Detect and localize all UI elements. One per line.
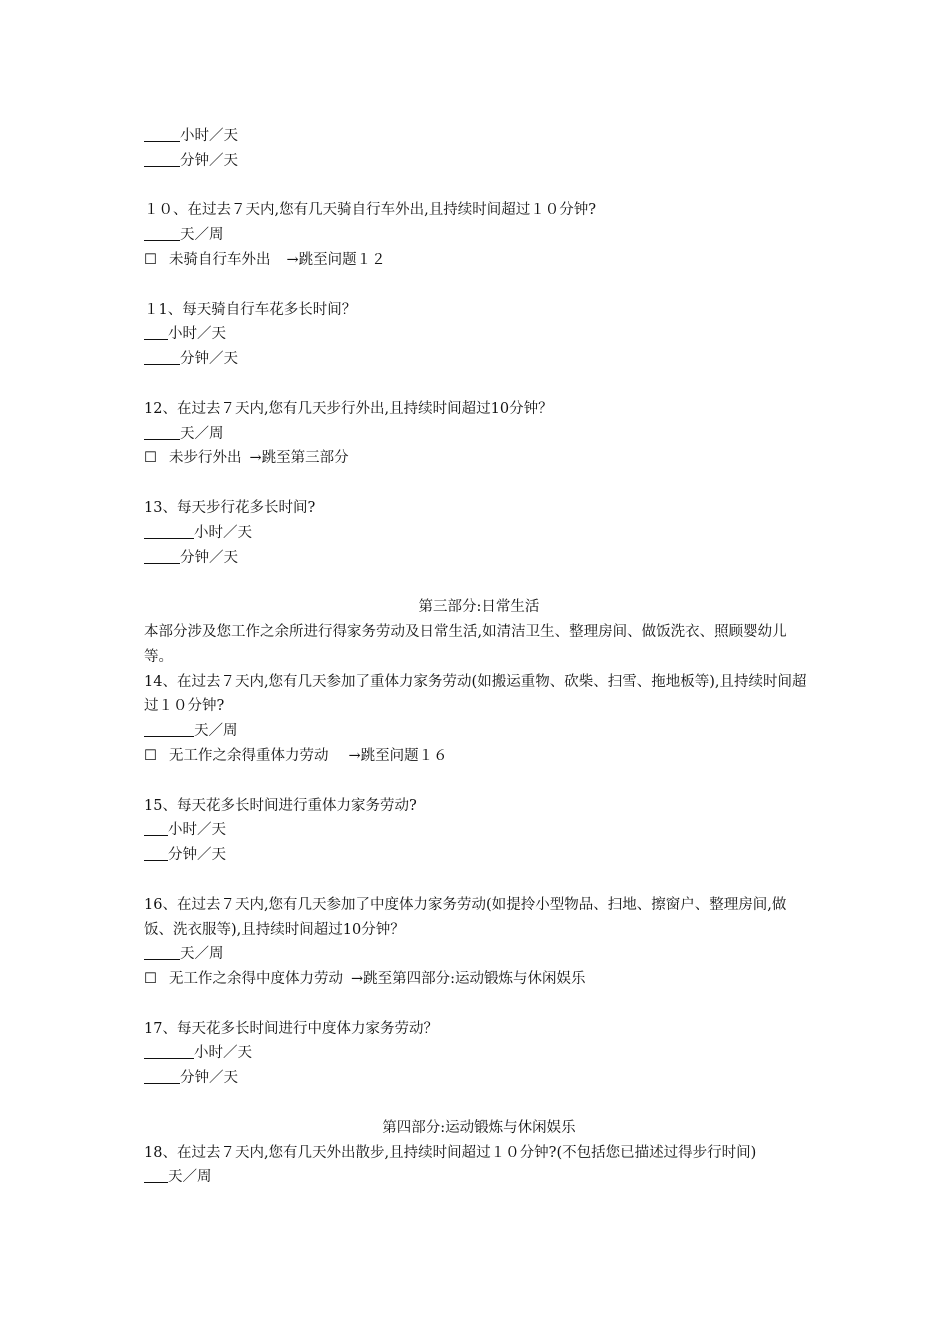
question-11: １1、每天骑自行车花多长时间？ bbox=[144, 301, 357, 318]
section-intro-part3: 本部分涉及您工作之余所进行得家务劳动及日常生活,如清洁卫生、整理房间、做饭洗衣、照顾婴幼儿等。 bbox=[144, 623, 787, 665]
answer-line-minutes: 分钟／天 bbox=[144, 1066, 814, 1091]
answer-blank[interactable] bbox=[144, 522, 194, 539]
question-15: 15、每天花多长时间进行重体力家务劳动? bbox=[144, 797, 417, 814]
answer-blank[interactable] bbox=[144, 125, 180, 142]
answer-line-hours: 小时／天 bbox=[144, 1041, 814, 1066]
question-14: 14、在过去７天内,您有几天参加了重体力家务劳动(如搬运重物、砍柴、扫雪、拖地板等),且持续时间超过１０分钟? bbox=[144, 673, 807, 715]
answer-line-hours: 小时／天 bbox=[144, 124, 814, 149]
answer-blank[interactable] bbox=[144, 224, 180, 241]
answer-line-minutes: 分钟／天 bbox=[144, 843, 814, 868]
answer-line-days: 天／周 bbox=[144, 223, 814, 248]
checkbox-icon[interactable]: ☐ bbox=[144, 450, 157, 467]
answer-line-hours: 小时／天 bbox=[144, 322, 814, 347]
document-page bbox=[144, 124, 814, 1190]
option-no-heavy-housework[interactable]: ☐ 无工作之余得重体力劳动 →跳至问题１６ bbox=[144, 744, 814, 769]
answer-line-days: 天／周 bbox=[144, 1165, 814, 1190]
question-16: 16、在过去７天内,您有几天参加了中度体力家务劳动(如提拎小型物品、扫地、擦窗户、整理房间,做饭、洗衣服等),且持续时间超过10分钟？ bbox=[144, 896, 787, 938]
answer-blank[interactable] bbox=[144, 547, 180, 564]
answer-blank[interactable] bbox=[144, 844, 168, 861]
answer-blank[interactable] bbox=[144, 348, 180, 365]
answer-blank[interactable] bbox=[144, 1067, 180, 1084]
question-18: 18、在过去７天内,您有几天外出散步,且持续时间超过１０分钟?(不包括您已描述过得步行时间) bbox=[144, 1144, 757, 1161]
answer-line-days: 天／周 bbox=[144, 719, 814, 744]
checkbox-icon[interactable]: ☐ bbox=[144, 251, 157, 268]
answer-blank[interactable] bbox=[144, 323, 168, 340]
answer-line-hours: 小时／天 bbox=[144, 521, 814, 546]
answer-line-minutes: 分钟／天 bbox=[144, 347, 814, 372]
section-title-part3: 第三部分:日常生活 bbox=[418, 599, 540, 616]
question-13: 13、每天步行花多长时间? bbox=[144, 499, 316, 516]
option-no-moderate-housework[interactable]: ☐ 无工作之余得中度体力劳动 →跳至第四部分:运动锻炼与休闲娱乐 bbox=[144, 967, 814, 992]
checkbox-icon[interactable]: ☐ bbox=[144, 747, 157, 764]
answer-blank[interactable] bbox=[144, 720, 194, 737]
answer-blank[interactable] bbox=[144, 819, 168, 836]
answer-blank[interactable] bbox=[144, 1166, 168, 1183]
answer-blank[interactable] bbox=[144, 1042, 194, 1059]
answer-line-minutes: 分钟／天 bbox=[144, 149, 814, 174]
answer-line-minutes: 分钟／天 bbox=[144, 546, 814, 571]
answer-line-days: 天／周 bbox=[144, 942, 814, 967]
question-17: 17、每天花多长时间进行中度体力家务劳动？ bbox=[144, 1020, 438, 1037]
answer-blank[interactable] bbox=[144, 423, 180, 440]
question-12: 12、在过去７天内,您有几天步行外出,且持续时间超过10分钟？ bbox=[144, 400, 553, 417]
option-no-walk[interactable]: ☐ 未步行外出 →跳至第三部分 bbox=[144, 446, 814, 471]
question-10: １０、在过去７天内,您有几天骑自行车外出,且持续时间超过１０分钟? bbox=[144, 202, 596, 219]
answer-line-hours: 小时／天 bbox=[144, 818, 814, 843]
checkbox-icon[interactable]: ☐ bbox=[144, 971, 157, 988]
answer-blank[interactable] bbox=[144, 150, 180, 167]
option-no-bike[interactable]: ☐ 未骑自行车外出 →跳至问题１２ bbox=[144, 248, 814, 273]
section-title-part4: 第四部分:运动锻炼与休闲娱乐 bbox=[382, 1119, 576, 1136]
answer-line-days: 天／周 bbox=[144, 422, 814, 447]
answer-blank[interactable] bbox=[144, 943, 180, 960]
